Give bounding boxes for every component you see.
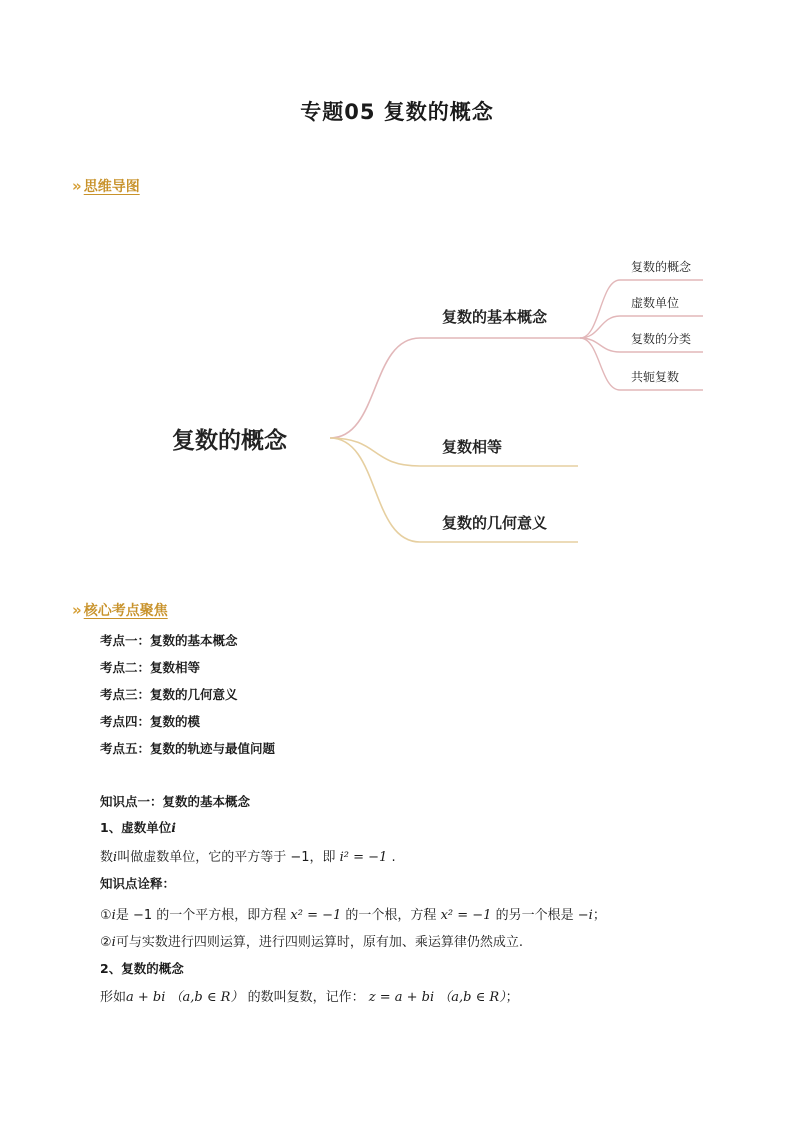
leaf-label: 共轭复数: [631, 370, 680, 384]
exam-point: 考点三：复数的几何意义: [100, 687, 238, 702]
text: ②: [100, 935, 112, 950]
math-var: i: [171, 820, 176, 835]
text: ；: [592, 908, 606, 923]
core-section-heading: [72, 600, 168, 620]
mindmap-root: 复数的概念: [172, 428, 287, 454]
text: 是 −1 的一个平方根，即方程: [115, 908, 287, 923]
subheading-text: 1、虚数单位: [100, 820, 172, 835]
core-heading-label: 核心考点聚焦: [83, 603, 168, 619]
branch-label-geometry: 复数的几何意义: [442, 514, 548, 532]
note-2: [100, 931, 523, 950]
text: 的另一个根是: [495, 908, 574, 923]
double-chevron-icon: »: [72, 601, 82, 619]
math-expression: z = a + bi: [368, 990, 435, 1005]
math-var: i: [113, 850, 118, 865]
math-expression: x² = −1: [290, 908, 342, 923]
definition-line: [100, 846, 396, 865]
text: .: [391, 850, 396, 865]
branch-label-basic: 复数的基本概念: [442, 308, 548, 326]
complex-definition: [100, 986, 519, 1005]
leaf-label: 虚数单位: [631, 296, 680, 310]
text: 数: [100, 850, 114, 865]
mindmap-heading-label: 思维导图: [83, 179, 140, 195]
math-expression: （a,b ∈ R）: [438, 990, 506, 1005]
exam-point: 考点一：复数的基本概念: [100, 633, 238, 648]
leaf-label: 复数的分类: [631, 332, 692, 346]
mindmap-section-heading: [72, 176, 140, 196]
text: 可与实数进行四则运算，进行四则运算时，原有加、乘运算律仍然成立.: [115, 935, 523, 950]
math-expression: −i: [577, 908, 593, 923]
branch-line-basic: [330, 338, 580, 438]
subheading-imaginary-unit: [100, 818, 176, 836]
text: 的一个根，方程: [345, 908, 437, 923]
text: 形如: [100, 990, 127, 1005]
math-expression: a + bi: [126, 990, 166, 1005]
mind-map: [0, 240, 794, 570]
exam-point: 考点五：复数的轨迹与最值问题: [100, 741, 276, 756]
math-expression: x² = −1: [440, 908, 492, 923]
page-title: 专题05 复数的概念: [300, 100, 494, 124]
exam-point: 考点二：复数相等: [100, 660, 201, 675]
leaf-label: 复数的概念: [631, 260, 692, 274]
text: 叫做虚数单位，它的平方等于 −1，即: [117, 850, 336, 865]
knowledge-heading: 知识点一：复数的基本概念: [100, 794, 251, 809]
subheading-complex-concept: 2、复数的概念: [100, 961, 184, 976]
math-expression: （a,b ∈ R）: [169, 990, 244, 1005]
math-expression: i² = −1: [339, 850, 388, 865]
text: ①: [100, 908, 112, 923]
text: ；: [505, 990, 519, 1005]
math-var: i: [111, 935, 116, 950]
text: 的数叫复数，记作：: [247, 990, 365, 1005]
math-var: i: [111, 908, 116, 923]
branch-label-equal: 复数相等: [442, 438, 503, 456]
exam-point: 考点四：复数的模: [100, 714, 201, 729]
note-1: [100, 904, 606, 923]
double-chevron-icon: »: [72, 177, 82, 195]
explain-label: 知识点诠释：: [100, 876, 176, 891]
